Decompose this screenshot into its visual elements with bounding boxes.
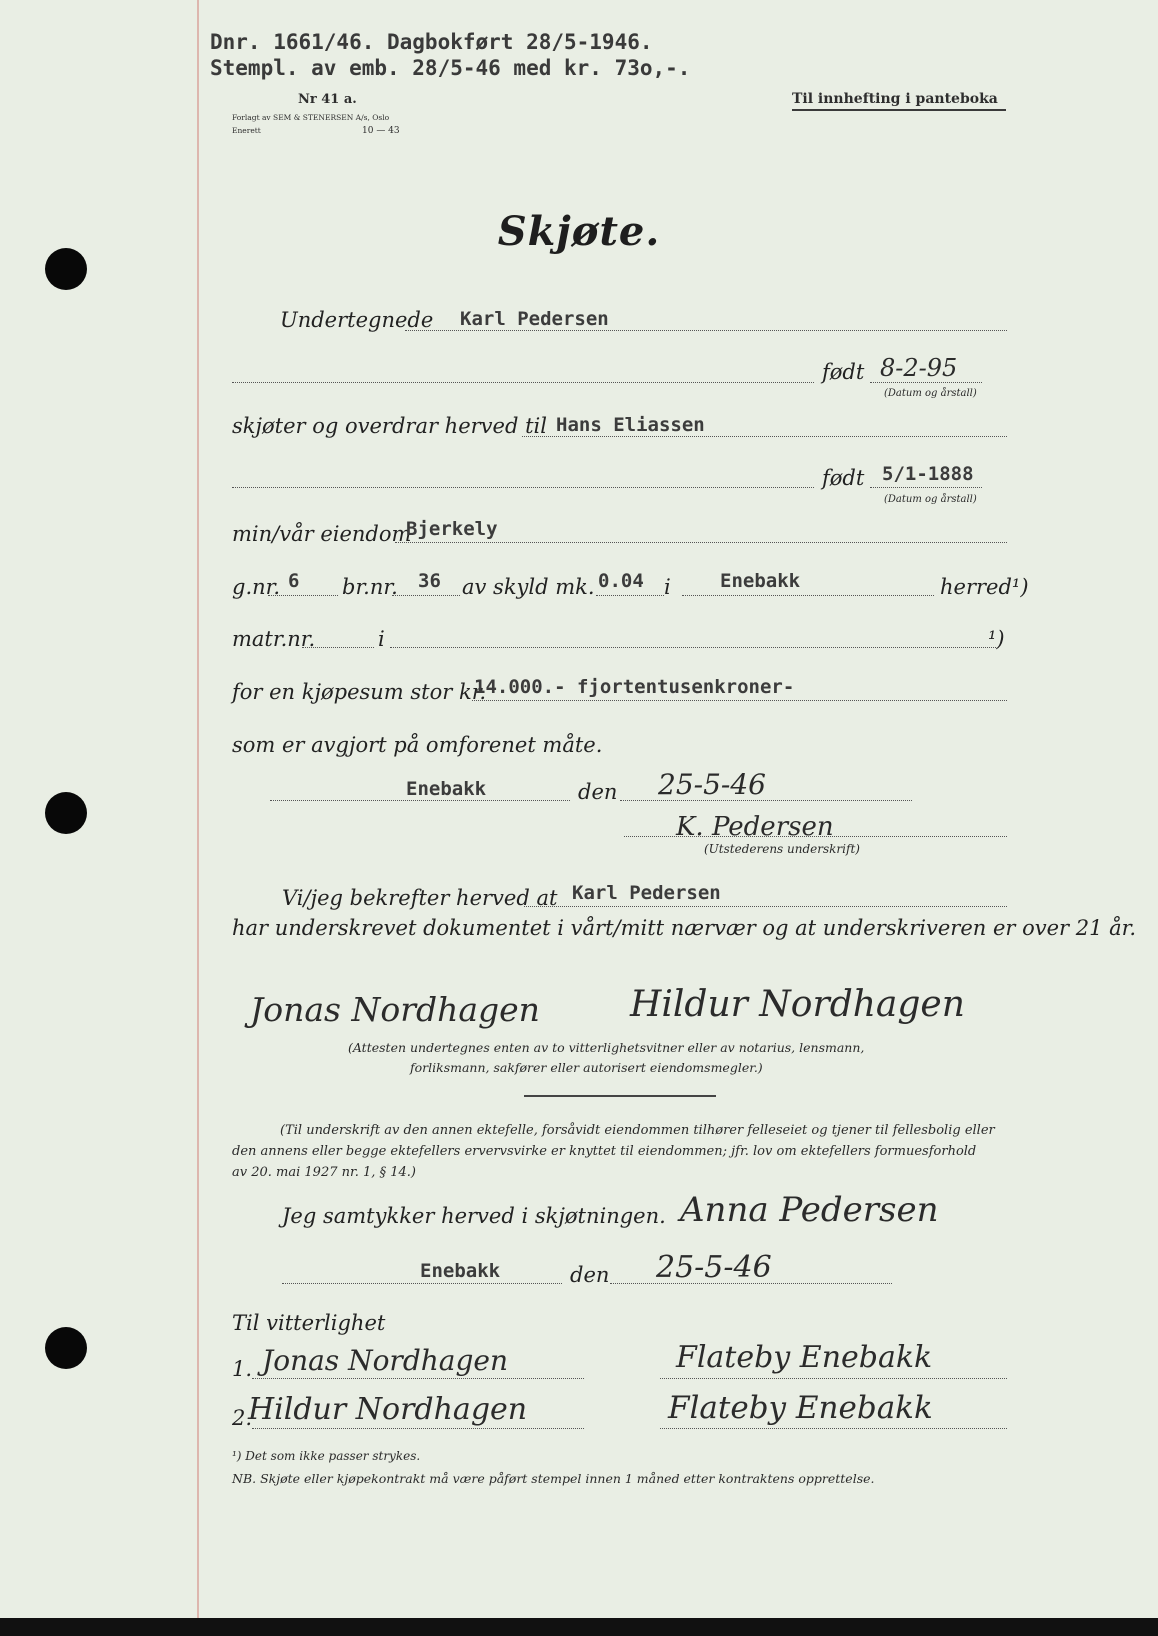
witness-2-name: Hildur Nordhagen	[248, 1392, 528, 1427]
form-number: Nr 41 a.	[298, 92, 357, 107]
price-label: for en kjøpesum stor kr.	[232, 680, 487, 704]
dotted-line	[405, 330, 1007, 331]
edition: 10 — 43	[362, 126, 400, 136]
witness-2-place: Flateby Enebakk	[668, 1390, 933, 1426]
document-title: Skjøte.	[497, 208, 661, 255]
dotted-line	[870, 487, 982, 488]
binding-note: Til innhefting i panteboka	[792, 91, 998, 107]
property-name: Bjerkely	[406, 518, 498, 540]
copyright: Enerett	[232, 126, 261, 135]
footnote-2: NB. Skjøte eller kjøpekontrakt må være påført stempel innen 1 måned etter kontraktens opprettelse.	[232, 1471, 875, 1486]
stamp-line: Stempl. av emb. 28/5-46 med kr. 73o,-.	[210, 56, 691, 80]
dotted-line	[472, 700, 1007, 701]
witness-heading: Til vitterlighet	[232, 1311, 386, 1335]
matr-i-label: i	[378, 627, 385, 651]
seller-born-label: født	[822, 360, 865, 384]
witness-1-place: Flateby Enebakk	[676, 1340, 933, 1375]
publisher: Forlagt av SEM & STENERSEN A/s, Oslo	[232, 113, 390, 122]
brnr-value: 36	[418, 570, 441, 592]
dotted-line	[232, 382, 814, 383]
buyer-name: Hans Eliassen	[556, 414, 705, 436]
dotted-line	[660, 1378, 1007, 1379]
attest-line1: Vi/jeg bekrefter herved at	[282, 886, 558, 910]
spouse-note-2: den annens eller begge ektefellers ervervsvirke er knyttet til eiendommen; jfr. lov om ektefellers formuesforhold	[232, 1144, 977, 1159]
witness-signature-2: Hildur Nordhagen	[630, 984, 965, 1025]
dotted-line	[524, 906, 1007, 907]
seller-name: Karl Pedersen	[460, 308, 609, 330]
witness-2-num: 2.	[232, 1406, 253, 1430]
place-1: Enebakk	[406, 778, 487, 800]
attest-note-1: (Attesten undertegnes enten av to vitterlighetsvitner eller av notarius, lensmann,	[348, 1040, 865, 1055]
skyld-label: av skyld mk.	[462, 575, 595, 599]
date-2: 25-5-46	[656, 1250, 772, 1285]
footnote-1: ¹) Det som ikke passer strykes.	[232, 1449, 421, 1463]
witness-signature-1: Jonas Nordhagen	[250, 990, 540, 1029]
dotted-line	[232, 487, 814, 488]
attest-line2: har underskrevet dokumentet i vårt/mitt nærvær og at underskriveren er over 21 år.	[232, 916, 1137, 940]
dotted-line	[252, 1428, 584, 1429]
issuer-signature: K. Pedersen	[676, 812, 834, 842]
i-label: i	[664, 575, 671, 599]
dotted-line	[252, 1378, 584, 1379]
dotted-line	[395, 542, 1007, 543]
dotted-line	[282, 1283, 562, 1284]
registry-line: Dnr. 1661/46. Dagbokført 28/5-1946.	[210, 30, 653, 54]
seller-label: Undertegnede	[280, 308, 434, 332]
dotted-line	[522, 436, 1007, 437]
witness-1-name: Jonas Nordhagen	[262, 1344, 508, 1377]
dotted-line	[682, 595, 934, 596]
herred-value: Enebakk	[720, 570, 801, 592]
attest-name: Karl Pedersen	[572, 882, 721, 904]
price-value: 14.000.- fjortentusenkroner-	[474, 676, 795, 698]
punch-hole	[45, 1327, 87, 1369]
den-label-2: den	[570, 1263, 610, 1287]
dotted-line	[392, 595, 460, 596]
settled-text: som er avgjort på omforenet måte.	[232, 733, 603, 757]
buyer-born-date: 5/1-1888	[882, 463, 974, 485]
scan-border	[0, 1618, 1158, 1636]
den-label: den	[578, 780, 618, 804]
buyer-born-label: født	[822, 466, 865, 490]
dotted-line	[268, 595, 338, 596]
herred-label: herred¹)	[940, 575, 1029, 599]
seller-born-date: 8-2-95	[880, 354, 958, 382]
attest-note-2: forliksmann, sakfører eller autorisert eiendomsmegler.)	[410, 1060, 763, 1075]
dotted-line	[870, 382, 982, 383]
issuer-signature-hint: (Utstederens underskrift)	[704, 842, 860, 856]
brnr-label: br.nr.	[342, 575, 398, 599]
matr-label: matr.nr.	[232, 627, 316, 651]
spouse-signature: Anna Pedersen	[680, 1190, 939, 1230]
place-2: Enebakk	[420, 1260, 501, 1282]
gnr-value: 6	[288, 570, 300, 592]
spouse-note-1: (Til underskrift av den annen ektefelle, forsåvidt eiendommen tilhører felleseiet og tjener til fellesbolig eller	[280, 1123, 995, 1138]
binding-note-underline	[792, 109, 1006, 111]
matr-end: ¹)	[988, 627, 1005, 651]
date-hint: (Datum og årstall)	[884, 494, 977, 505]
dotted-line	[596, 595, 664, 596]
gnr-label: g.nr.	[232, 575, 281, 599]
date-1: 25-5-46	[658, 768, 766, 801]
spouse-note-3: av 20. mai 1927 nr. 1, § 14.)	[232, 1165, 416, 1180]
dotted-line	[660, 1428, 1007, 1429]
dotted-line	[390, 647, 996, 648]
dotted-line	[270, 800, 570, 801]
date-hint: (Datum og årstall)	[884, 388, 977, 399]
property-label: min/vår eiendom	[232, 522, 412, 546]
witness-1-num: 1.	[232, 1357, 253, 1381]
consent-text: Jeg samtykker herved i skjøtningen.	[282, 1204, 666, 1228]
dotted-line	[302, 647, 374, 648]
buyer-label: skjøter og overdrar herved til	[232, 414, 547, 438]
punch-hole	[45, 792, 87, 834]
skyld-value: 0.04	[598, 570, 644, 592]
divider	[524, 1095, 716, 1097]
